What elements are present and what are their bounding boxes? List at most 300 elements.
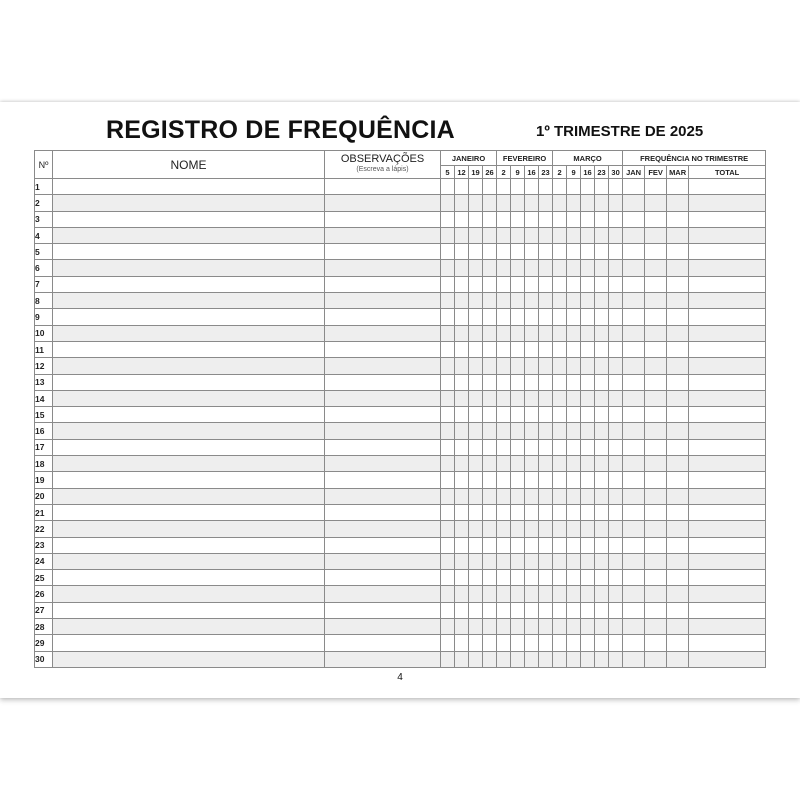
attendance-cell[interactable] — [581, 521, 595, 537]
frequencia-cell[interactable] — [689, 521, 766, 537]
frequencia-cell[interactable] — [623, 456, 645, 472]
frequencia-cell[interactable] — [667, 244, 689, 260]
frequencia-cell[interactable] — [667, 488, 689, 504]
frequencia-cell[interactable] — [689, 570, 766, 586]
attendance-cell[interactable] — [539, 602, 553, 618]
frequencia-cell[interactable] — [667, 537, 689, 553]
attendance-cell[interactable] — [553, 537, 567, 553]
nome-cell[interactable] — [53, 521, 325, 537]
attendance-cell[interactable] — [497, 586, 511, 602]
attendance-cell[interactable] — [539, 619, 553, 635]
attendance-cell[interactable] — [469, 244, 483, 260]
frequencia-cell[interactable] — [645, 635, 667, 651]
frequencia-cell[interactable] — [667, 472, 689, 488]
observacoes-cell[interactable] — [325, 553, 441, 569]
attendance-cell[interactable] — [511, 407, 525, 423]
attendance-cell[interactable] — [511, 488, 525, 504]
attendance-cell[interactable] — [525, 602, 539, 618]
attendance-cell[interactable] — [525, 227, 539, 243]
attendance-cell[interactable] — [581, 227, 595, 243]
attendance-cell[interactable] — [581, 651, 595, 667]
attendance-cell[interactable] — [511, 504, 525, 520]
attendance-cell[interactable] — [595, 651, 609, 667]
attendance-cell[interactable] — [595, 602, 609, 618]
attendance-cell[interactable] — [441, 374, 455, 390]
frequencia-cell[interactable] — [689, 341, 766, 357]
attendance-cell[interactable] — [609, 195, 623, 211]
attendance-cell[interactable] — [525, 488, 539, 504]
attendance-cell[interactable] — [483, 211, 497, 227]
frequencia-cell[interactable] — [689, 553, 766, 569]
attendance-cell[interactable] — [553, 553, 567, 569]
attendance-cell[interactable] — [595, 439, 609, 455]
attendance-cell[interactable] — [469, 521, 483, 537]
attendance-cell[interactable] — [581, 244, 595, 260]
attendance-cell[interactable] — [539, 423, 553, 439]
frequencia-cell[interactable] — [645, 276, 667, 292]
attendance-cell[interactable] — [483, 309, 497, 325]
attendance-cell[interactable] — [511, 276, 525, 292]
frequencia-cell[interactable] — [689, 325, 766, 341]
observacoes-cell[interactable] — [325, 260, 441, 276]
attendance-cell[interactable] — [483, 553, 497, 569]
attendance-cell[interactable] — [469, 390, 483, 406]
attendance-cell[interactable] — [441, 602, 455, 618]
attendance-cell[interactable] — [553, 195, 567, 211]
frequencia-cell[interactable] — [623, 504, 645, 520]
attendance-cell[interactable] — [609, 374, 623, 390]
attendance-cell[interactable] — [539, 341, 553, 357]
attendance-cell[interactable] — [567, 472, 581, 488]
observacoes-cell[interactable] — [325, 407, 441, 423]
nome-cell[interactable] — [53, 651, 325, 667]
attendance-cell[interactable] — [567, 179, 581, 195]
frequencia-cell[interactable] — [667, 651, 689, 667]
attendance-cell[interactable] — [609, 504, 623, 520]
nome-cell[interactable] — [53, 553, 325, 569]
attendance-cell[interactable] — [469, 456, 483, 472]
attendance-cell[interactable] — [455, 179, 469, 195]
attendance-cell[interactable] — [553, 309, 567, 325]
attendance-cell[interactable] — [441, 211, 455, 227]
attendance-cell[interactable] — [455, 456, 469, 472]
attendance-cell[interactable] — [525, 553, 539, 569]
attendance-cell[interactable] — [609, 586, 623, 602]
observacoes-cell[interactable] — [325, 293, 441, 309]
attendance-cell[interactable] — [525, 195, 539, 211]
attendance-cell[interactable] — [595, 309, 609, 325]
frequencia-cell[interactable] — [645, 211, 667, 227]
attendance-cell[interactable] — [539, 439, 553, 455]
attendance-cell[interactable] — [609, 423, 623, 439]
attendance-cell[interactable] — [553, 407, 567, 423]
attendance-cell[interactable] — [581, 570, 595, 586]
observacoes-cell[interactable] — [325, 570, 441, 586]
attendance-cell[interactable] — [553, 179, 567, 195]
frequencia-cell[interactable] — [645, 179, 667, 195]
attendance-cell[interactable] — [595, 227, 609, 243]
attendance-cell[interactable] — [511, 635, 525, 651]
attendance-cell[interactable] — [539, 276, 553, 292]
frequencia-cell[interactable] — [623, 244, 645, 260]
attendance-cell[interactable] — [455, 276, 469, 292]
attendance-cell[interactable] — [455, 570, 469, 586]
attendance-cell[interactable] — [455, 472, 469, 488]
attendance-cell[interactable] — [455, 537, 469, 553]
attendance-cell[interactable] — [497, 309, 511, 325]
attendance-cell[interactable] — [497, 407, 511, 423]
frequencia-cell[interactable] — [645, 570, 667, 586]
attendance-cell[interactable] — [483, 195, 497, 211]
frequencia-cell[interactable] — [645, 195, 667, 211]
attendance-cell[interactable] — [595, 179, 609, 195]
observacoes-cell[interactable] — [325, 439, 441, 455]
attendance-cell[interactable] — [581, 341, 595, 357]
frequencia-cell[interactable] — [689, 244, 766, 260]
attendance-cell[interactable] — [595, 619, 609, 635]
attendance-cell[interactable] — [455, 227, 469, 243]
attendance-cell[interactable] — [609, 407, 623, 423]
observacoes-cell[interactable] — [325, 195, 441, 211]
attendance-cell[interactable] — [455, 619, 469, 635]
attendance-cell[interactable] — [553, 390, 567, 406]
attendance-cell[interactable] — [553, 358, 567, 374]
attendance-cell[interactable] — [553, 293, 567, 309]
attendance-cell[interactable] — [609, 276, 623, 292]
attendance-cell[interactable] — [469, 472, 483, 488]
attendance-cell[interactable] — [539, 570, 553, 586]
frequencia-cell[interactable] — [689, 602, 766, 618]
frequencia-cell[interactable] — [623, 635, 645, 651]
attendance-cell[interactable] — [567, 586, 581, 602]
nome-cell[interactable] — [53, 325, 325, 341]
attendance-cell[interactable] — [595, 276, 609, 292]
attendance-cell[interactable] — [553, 586, 567, 602]
attendance-cell[interactable] — [525, 635, 539, 651]
nome-cell[interactable] — [53, 488, 325, 504]
attendance-cell[interactable] — [525, 407, 539, 423]
attendance-cell[interactable] — [511, 179, 525, 195]
attendance-cell[interactable] — [525, 570, 539, 586]
attendance-cell[interactable] — [525, 358, 539, 374]
attendance-cell[interactable] — [441, 456, 455, 472]
frequencia-cell[interactable] — [645, 521, 667, 537]
attendance-cell[interactable] — [511, 651, 525, 667]
attendance-cell[interactable] — [609, 553, 623, 569]
attendance-cell[interactable] — [567, 635, 581, 651]
attendance-cell[interactable] — [441, 227, 455, 243]
attendance-cell[interactable] — [553, 472, 567, 488]
attendance-cell[interactable] — [553, 276, 567, 292]
attendance-cell[interactable] — [581, 195, 595, 211]
attendance-cell[interactable] — [525, 586, 539, 602]
attendance-cell[interactable] — [553, 227, 567, 243]
observacoes-cell[interactable] — [325, 276, 441, 292]
nome-cell[interactable] — [53, 260, 325, 276]
attendance-cell[interactable] — [497, 341, 511, 357]
nome-cell[interactable] — [53, 570, 325, 586]
attendance-cell[interactable] — [483, 456, 497, 472]
attendance-cell[interactable] — [455, 602, 469, 618]
attendance-cell[interactable] — [511, 195, 525, 211]
attendance-cell[interactable] — [567, 570, 581, 586]
frequencia-cell[interactable] — [667, 325, 689, 341]
frequencia-cell[interactable] — [667, 341, 689, 357]
observacoes-cell[interactable] — [325, 521, 441, 537]
frequencia-cell[interactable] — [667, 179, 689, 195]
nome-cell[interactable] — [53, 276, 325, 292]
attendance-cell[interactable] — [539, 635, 553, 651]
observacoes-cell[interactable] — [325, 325, 441, 341]
attendance-cell[interactable] — [553, 439, 567, 455]
attendance-cell[interactable] — [609, 293, 623, 309]
frequencia-cell[interactable] — [623, 211, 645, 227]
attendance-cell[interactable] — [581, 309, 595, 325]
frequencia-cell[interactable] — [667, 374, 689, 390]
attendance-cell[interactable] — [539, 586, 553, 602]
frequencia-cell[interactable] — [645, 472, 667, 488]
frequencia-cell[interactable] — [689, 276, 766, 292]
attendance-cell[interactable] — [539, 504, 553, 520]
frequencia-cell[interactable] — [623, 293, 645, 309]
attendance-cell[interactable] — [525, 504, 539, 520]
frequencia-cell[interactable] — [689, 635, 766, 651]
attendance-cell[interactable] — [483, 244, 497, 260]
attendance-cell[interactable] — [595, 211, 609, 227]
attendance-cell[interactable] — [581, 325, 595, 341]
attendance-cell[interactable] — [497, 472, 511, 488]
attendance-cell[interactable] — [511, 325, 525, 341]
attendance-cell[interactable] — [595, 195, 609, 211]
frequencia-cell[interactable] — [645, 227, 667, 243]
nome-cell[interactable] — [53, 635, 325, 651]
attendance-cell[interactable] — [525, 456, 539, 472]
nome-cell[interactable] — [53, 456, 325, 472]
attendance-cell[interactable] — [567, 244, 581, 260]
attendance-cell[interactable] — [455, 521, 469, 537]
attendance-cell[interactable] — [483, 488, 497, 504]
observacoes-cell[interactable] — [325, 651, 441, 667]
frequencia-cell[interactable] — [623, 309, 645, 325]
attendance-cell[interactable] — [455, 504, 469, 520]
observacoes-cell[interactable] — [325, 390, 441, 406]
attendance-cell[interactable] — [441, 472, 455, 488]
attendance-cell[interactable] — [441, 553, 455, 569]
attendance-cell[interactable] — [497, 439, 511, 455]
attendance-cell[interactable] — [609, 309, 623, 325]
attendance-cell[interactable] — [497, 293, 511, 309]
frequencia-cell[interactable] — [645, 390, 667, 406]
frequencia-cell[interactable] — [689, 472, 766, 488]
observacoes-cell[interactable] — [325, 488, 441, 504]
attendance-cell[interactable] — [455, 635, 469, 651]
frequencia-cell[interactable] — [623, 651, 645, 667]
observacoes-cell[interactable] — [325, 211, 441, 227]
frequencia-cell[interactable] — [645, 504, 667, 520]
attendance-cell[interactable] — [455, 358, 469, 374]
nome-cell[interactable] — [53, 374, 325, 390]
attendance-cell[interactable] — [525, 276, 539, 292]
attendance-cell[interactable] — [469, 358, 483, 374]
frequencia-cell[interactable] — [689, 456, 766, 472]
attendance-cell[interactable] — [497, 325, 511, 341]
attendance-cell[interactable] — [497, 374, 511, 390]
frequencia-cell[interactable] — [689, 619, 766, 635]
attendance-cell[interactable] — [609, 651, 623, 667]
attendance-cell[interactable] — [581, 276, 595, 292]
attendance-cell[interactable] — [469, 260, 483, 276]
frequencia-cell[interactable] — [645, 325, 667, 341]
attendance-cell[interactable] — [581, 472, 595, 488]
attendance-cell[interactable] — [609, 325, 623, 341]
observacoes-cell[interactable] — [325, 472, 441, 488]
attendance-cell[interactable] — [525, 244, 539, 260]
attendance-cell[interactable] — [567, 260, 581, 276]
frequencia-cell[interactable] — [667, 521, 689, 537]
attendance-cell[interactable] — [539, 390, 553, 406]
frequencia-cell[interactable] — [689, 390, 766, 406]
attendance-cell[interactable] — [441, 570, 455, 586]
attendance-cell[interactable] — [511, 227, 525, 243]
frequencia-cell[interactable] — [645, 537, 667, 553]
attendance-cell[interactable] — [567, 619, 581, 635]
attendance-cell[interactable] — [441, 309, 455, 325]
frequencia-cell[interactable] — [689, 227, 766, 243]
attendance-cell[interactable] — [525, 179, 539, 195]
attendance-cell[interactable] — [441, 244, 455, 260]
attendance-cell[interactable] — [511, 309, 525, 325]
attendance-cell[interactable] — [455, 390, 469, 406]
observacoes-cell[interactable] — [325, 341, 441, 357]
attendance-cell[interactable] — [581, 586, 595, 602]
frequencia-cell[interactable] — [645, 488, 667, 504]
attendance-cell[interactable] — [609, 570, 623, 586]
attendance-cell[interactable] — [469, 341, 483, 357]
attendance-cell[interactable] — [595, 504, 609, 520]
attendance-cell[interactable] — [525, 293, 539, 309]
attendance-cell[interactable] — [609, 341, 623, 357]
attendance-cell[interactable] — [539, 651, 553, 667]
attendance-cell[interactable] — [567, 537, 581, 553]
attendance-cell[interactable] — [469, 293, 483, 309]
attendance-cell[interactable] — [595, 423, 609, 439]
frequencia-cell[interactable] — [645, 407, 667, 423]
frequencia-cell[interactable] — [623, 325, 645, 341]
frequencia-cell[interactable] — [667, 293, 689, 309]
attendance-cell[interactable] — [455, 341, 469, 357]
frequencia-cell[interactable] — [645, 374, 667, 390]
frequencia-cell[interactable] — [645, 439, 667, 455]
attendance-cell[interactable] — [581, 407, 595, 423]
attendance-cell[interactable] — [539, 521, 553, 537]
frequencia-cell[interactable] — [623, 390, 645, 406]
attendance-cell[interactable] — [441, 179, 455, 195]
attendance-cell[interactable] — [469, 635, 483, 651]
attendance-cell[interactable] — [511, 472, 525, 488]
attendance-cell[interactable] — [581, 179, 595, 195]
attendance-cell[interactable] — [581, 635, 595, 651]
frequencia-cell[interactable] — [667, 195, 689, 211]
frequencia-cell[interactable] — [645, 456, 667, 472]
attendance-cell[interactable] — [455, 488, 469, 504]
attendance-cell[interactable] — [455, 374, 469, 390]
attendance-cell[interactable] — [455, 244, 469, 260]
attendance-cell[interactable] — [609, 439, 623, 455]
attendance-cell[interactable] — [483, 407, 497, 423]
frequencia-cell[interactable] — [645, 293, 667, 309]
attendance-cell[interactable] — [595, 488, 609, 504]
attendance-cell[interactable] — [497, 521, 511, 537]
attendance-cell[interactable] — [553, 325, 567, 341]
attendance-cell[interactable] — [609, 602, 623, 618]
frequencia-cell[interactable] — [623, 195, 645, 211]
nome-cell[interactable] — [53, 390, 325, 406]
attendance-cell[interactable] — [539, 325, 553, 341]
attendance-cell[interactable] — [511, 456, 525, 472]
observacoes-cell[interactable] — [325, 504, 441, 520]
observacoes-cell[interactable] — [325, 635, 441, 651]
frequencia-cell[interactable] — [623, 179, 645, 195]
frequencia-cell[interactable] — [623, 374, 645, 390]
attendance-cell[interactable] — [595, 341, 609, 357]
attendance-cell[interactable] — [553, 260, 567, 276]
attendance-cell[interactable] — [511, 358, 525, 374]
attendance-cell[interactable] — [539, 358, 553, 374]
attendance-cell[interactable] — [595, 472, 609, 488]
nome-cell[interactable] — [53, 439, 325, 455]
frequencia-cell[interactable] — [667, 390, 689, 406]
frequencia-cell[interactable] — [667, 309, 689, 325]
attendance-cell[interactable] — [567, 195, 581, 211]
attendance-cell[interactable] — [469, 423, 483, 439]
frequencia-cell[interactable] — [623, 602, 645, 618]
frequencia-cell[interactable] — [623, 570, 645, 586]
attendance-cell[interactable] — [455, 651, 469, 667]
attendance-cell[interactable] — [455, 309, 469, 325]
attendance-cell[interactable] — [441, 488, 455, 504]
attendance-cell[interactable] — [567, 341, 581, 357]
attendance-cell[interactable] — [469, 586, 483, 602]
frequencia-cell[interactable] — [623, 439, 645, 455]
attendance-cell[interactable] — [483, 570, 497, 586]
attendance-cell[interactable] — [553, 521, 567, 537]
attendance-cell[interactable] — [441, 619, 455, 635]
frequencia-cell[interactable] — [689, 586, 766, 602]
attendance-cell[interactable] — [595, 570, 609, 586]
attendance-cell[interactable] — [483, 374, 497, 390]
attendance-cell[interactable] — [595, 553, 609, 569]
attendance-cell[interactable] — [469, 195, 483, 211]
frequencia-cell[interactable] — [623, 521, 645, 537]
attendance-cell[interactable] — [581, 439, 595, 455]
attendance-cell[interactable] — [483, 325, 497, 341]
attendance-cell[interactable] — [469, 211, 483, 227]
attendance-cell[interactable] — [511, 260, 525, 276]
attendance-cell[interactable] — [581, 374, 595, 390]
frequencia-cell[interactable] — [645, 423, 667, 439]
attendance-cell[interactable] — [581, 358, 595, 374]
attendance-cell[interactable] — [567, 423, 581, 439]
attendance-cell[interactable] — [483, 504, 497, 520]
attendance-cell[interactable] — [483, 423, 497, 439]
attendance-cell[interactable] — [483, 586, 497, 602]
attendance-cell[interactable] — [581, 602, 595, 618]
frequencia-cell[interactable] — [689, 423, 766, 439]
attendance-cell[interactable] — [455, 439, 469, 455]
attendance-cell[interactable] — [539, 553, 553, 569]
attendance-cell[interactable] — [511, 244, 525, 260]
attendance-cell[interactable] — [525, 439, 539, 455]
